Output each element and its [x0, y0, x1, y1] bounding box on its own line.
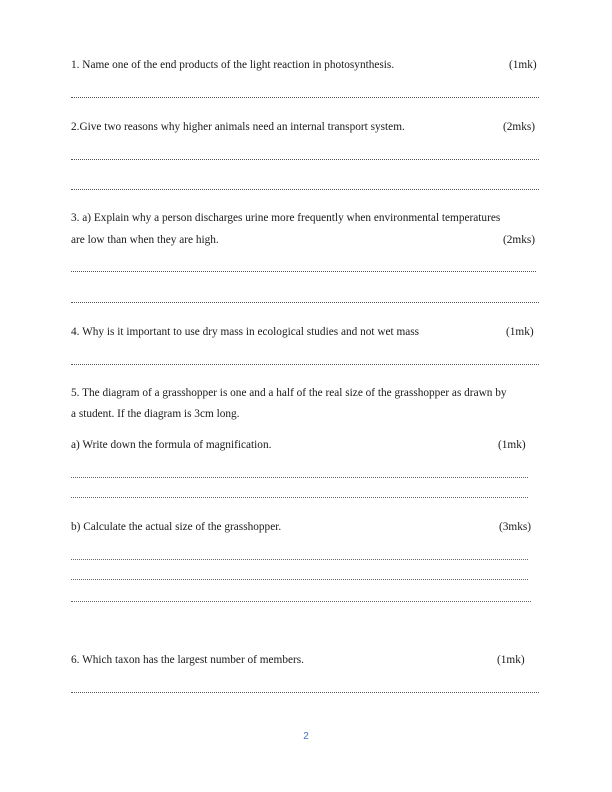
- answer-line-3b[interactable]: [71, 302, 539, 303]
- question-1-text: 1. Name one of the end products of the light reaction in photosynthesis.: [71, 59, 395, 71]
- question-6-marks: (1mk): [497, 654, 525, 666]
- question-4-text: 4. Why is it important to use dry mass in ecological studies and not wet mass: [71, 326, 420, 338]
- answer-line-5a-2[interactable]: [71, 497, 528, 498]
- answer-line-3a[interactable]: [71, 271, 536, 272]
- answer-line-5a-1[interactable]: [71, 477, 528, 478]
- question-5a-marks: (1mk): [498, 439, 526, 451]
- question-2-marks: (2mks): [503, 121, 536, 133]
- question-4-marks: (1mk): [506, 326, 534, 338]
- question-5-text-line2: a student. If the diagram is 3cm long.: [71, 408, 240, 420]
- answer-line-5b-2[interactable]: [71, 579, 528, 580]
- question-2-text: 2.Give two reasons why higher animals need an internal transport system.: [71, 121, 405, 133]
- answer-line-4[interactable]: [71, 364, 539, 365]
- question-6-text: 6. Which taxon has the largest number of members.: [71, 654, 304, 666]
- question-5-text-line1: 5. The diagram of a grasshopper is one and a half of the real size of the grasshopper as drawn by: [71, 387, 507, 399]
- question-5a-text: a) Write down the formula of magnification.: [71, 439, 272, 451]
- question-5b-text: b) Calculate the actual size of the grasshopper.: [71, 521, 282, 533]
- question-3-marks: (2mks): [503, 234, 536, 246]
- answer-line-2a[interactable]: [71, 159, 539, 160]
- question-3-text-line2: are low than when they are high.: [71, 234, 219, 246]
- answer-line-2b[interactable]: [71, 189, 539, 190]
- answer-line-5b-1[interactable]: [71, 559, 528, 560]
- question-1-marks: (1mk): [509, 59, 537, 71]
- answer-line-5b-3[interactable]: [71, 601, 531, 602]
- question-3-text-line1: 3. a) Explain why a person discharges urine more frequently when environmental temperatures: [71, 212, 501, 224]
- page-number: 2: [303, 731, 309, 742]
- question-5b-marks: (3mks): [499, 521, 532, 533]
- answer-line-1[interactable]: [71, 97, 539, 98]
- answer-line-6[interactable]: [71, 692, 539, 693]
